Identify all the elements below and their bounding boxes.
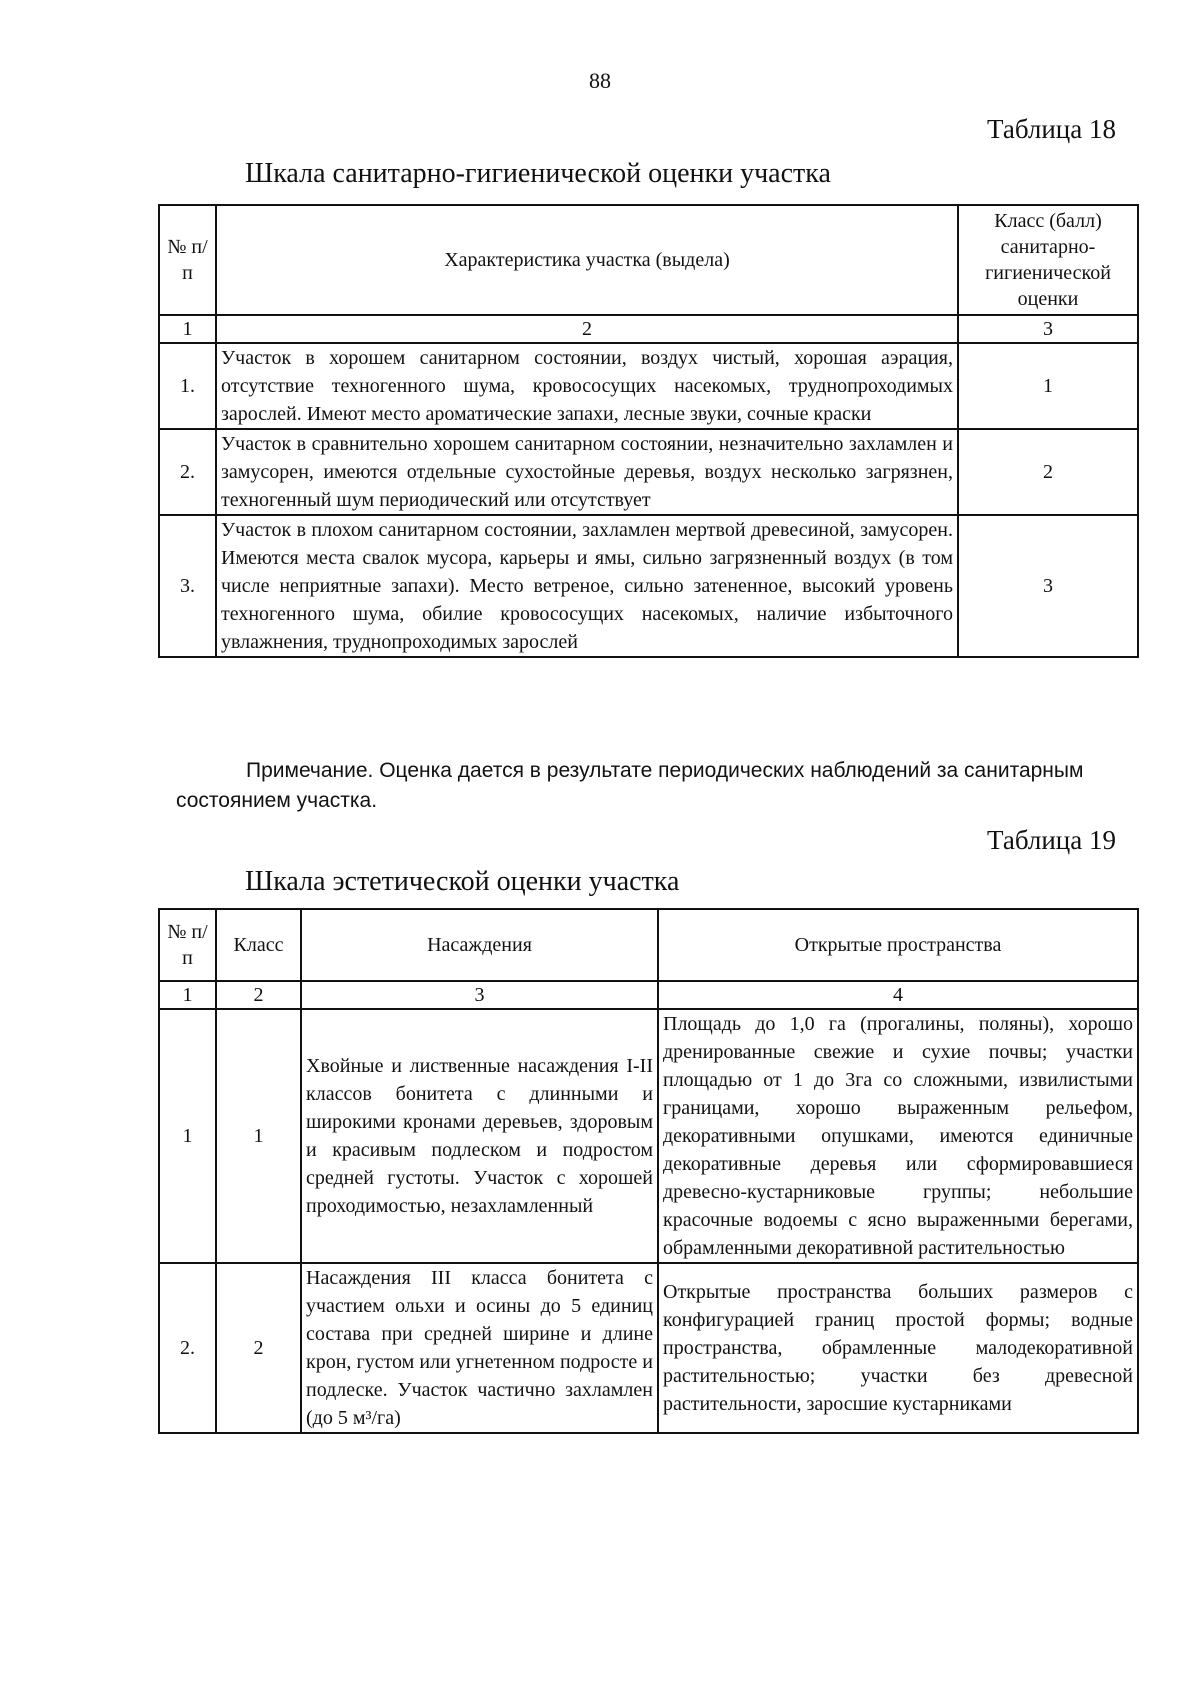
row-num: 2. xyxy=(159,429,216,515)
header-class: Класс (балл) санитарно-гигиенической оценки xyxy=(958,205,1138,315)
page-number: 88 xyxy=(589,68,611,93)
row-class: 1 xyxy=(958,343,1138,429)
header-open-spaces: Открытые пространства xyxy=(658,909,1138,981)
col-number: 1 xyxy=(159,981,216,1009)
row-num: 1. xyxy=(159,343,216,429)
row-num: 2. xyxy=(159,1263,216,1433)
col-number: 3 xyxy=(301,981,658,1009)
header-class: Класс xyxy=(216,909,301,981)
row-plantings: Хвойные и лиственные насаждения I-II классов бонитета с длинными и широкими кронами деревьев, здоровым и красивым подлеском и подростом средней густоты. Участок с хорошей проходимостью, незахламленный xyxy=(301,1009,658,1263)
sanitary-assessment-table xyxy=(158,204,1139,658)
col-number: 1 xyxy=(159,315,216,343)
row-open-spaces: Площадь до 1,0 га (прогалины, поляны), хорошо дренированные свежие и сухие почвы; участки площадью от 1 до 3га со сложными, извилистыми границами, хорошо выраженным рельефом, декоративными опушками, имеются единичные декоративные деревья или сформировавшиеся древесно-кустарниковые группы; небольшие красочные водоемы с ясно выраженными берегами, обрамленными декоративной растительностью xyxy=(658,1009,1138,1263)
header-characteristic: Характеристика участка (выдела) xyxy=(216,205,958,315)
row-characteristic: Участок в хорошем санитарном состоянии, воздух чистый, хорошая аэрация, отсутствие техногенного шума, кровососущих насекомых, труднопроходимых зарослей. Имеют место ароматические запахи, лесные звуки, сочные краски xyxy=(216,343,958,429)
col-number: 2 xyxy=(216,315,958,343)
col-number: 3 xyxy=(958,315,1138,343)
row-num: 3. xyxy=(159,515,216,657)
header-num: № п/п xyxy=(159,205,216,315)
row-class: 2 xyxy=(958,429,1138,515)
table18-title: Шкала санитарно-гигиенической оценки участка xyxy=(245,158,831,189)
table19-label: Таблица 19 xyxy=(987,825,1116,855)
table18-label: Таблица 18 xyxy=(987,114,1116,144)
header-plantings: Насаждения xyxy=(301,909,658,981)
column-number-row xyxy=(159,315,1138,343)
column-number-row xyxy=(159,981,1138,1009)
table-row xyxy=(159,343,1138,429)
row-characteristic: Участок в сравнительно хорошем санитарном состоянии, незначительно захламлен и замусорен, имеются отдельные сухостойные деревья, воздух несколько загрязнен, техногенный шум периодический или отсутствует xyxy=(216,429,958,515)
table-header-row xyxy=(159,205,1138,315)
table-header-row xyxy=(159,909,1138,981)
header-num: № п/п xyxy=(159,909,216,981)
table18-note xyxy=(176,756,1120,816)
row-class: 2 xyxy=(216,1263,301,1433)
row-plantings: Насаждения III класса бонитета с участием ольхи и осины до 5 единиц состава при средней ширине и длине крон, густом или угнетенном подросте и подлеске. Участок частично захламлен (до 5 м³/га) xyxy=(301,1263,658,1433)
table19-title: Шкала эстетической оценки участка xyxy=(245,866,680,897)
col-number: 4 xyxy=(658,981,1138,1009)
col-number: 2 xyxy=(216,981,301,1009)
row-class: 3 xyxy=(958,515,1138,657)
aesthetic-assessment-table xyxy=(158,908,1139,1434)
table-row xyxy=(159,1009,1138,1263)
note-text: Примечание. Оценка дается в результате периодических наблюдений за санитарным состоянием участка. xyxy=(176,759,1084,812)
table-row xyxy=(159,515,1138,657)
row-open-spaces: Открытые пространства больших размеров с конфигурацией границ простой формы; водные пространства, обрамленные малодекоративной растительностью; участки без древесной растительности, заросшие кустарниками xyxy=(658,1263,1138,1433)
table-row xyxy=(159,429,1138,515)
row-characteristic: Участок в плохом санитарном состоянии, захламлен мертвой древесиной, замусорен. Имеются места свалок мусора, карьеры и ямы, сильно загрязненный воздух (в том числе неприятные запахи). Место ветреное, сильно затененное, высокий уровень техногенного шума, обилие кровососущих насекомых, наличие избыточного увлажнения, труднопроходимых зарослей xyxy=(216,515,958,657)
table-row xyxy=(159,1263,1138,1433)
row-class: 1 xyxy=(216,1009,301,1263)
row-num: 1 xyxy=(159,1009,216,1263)
